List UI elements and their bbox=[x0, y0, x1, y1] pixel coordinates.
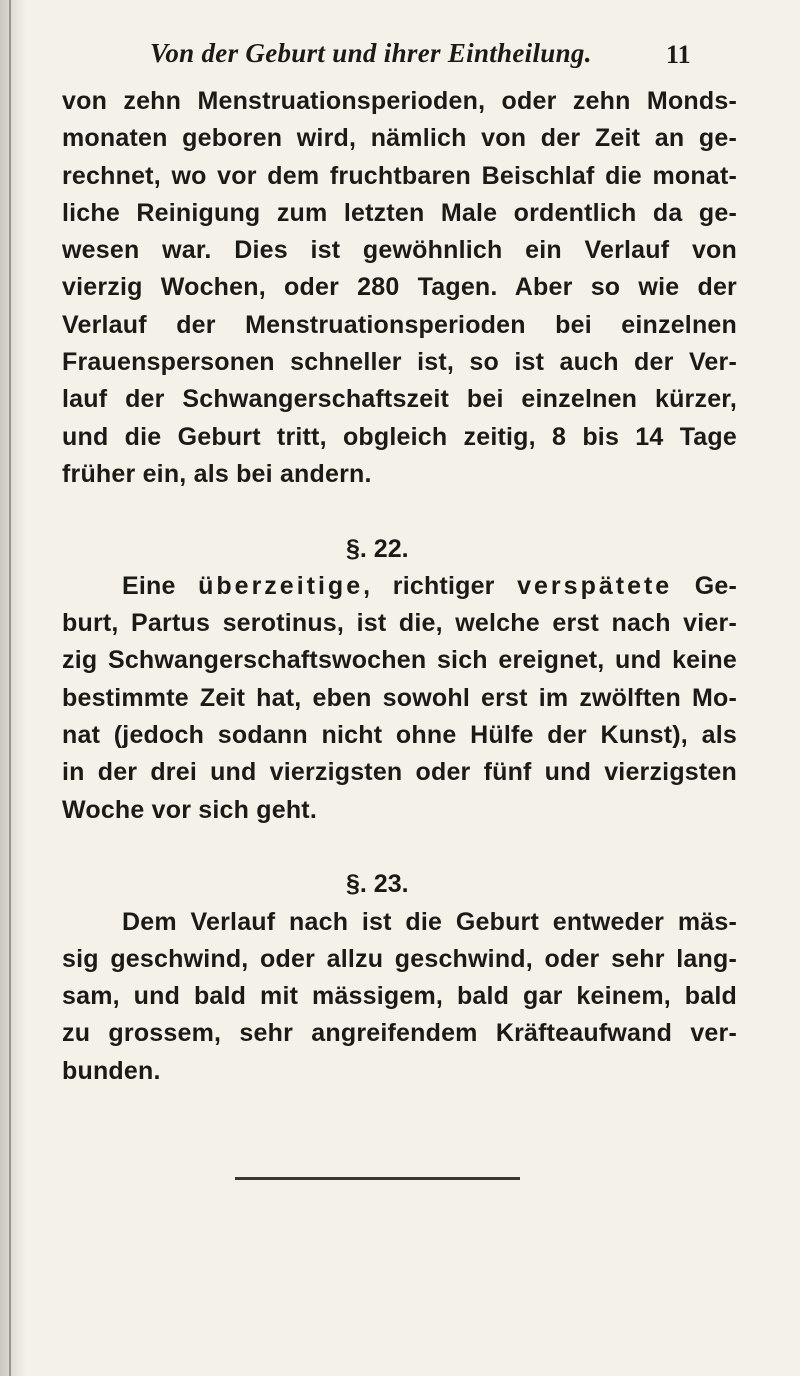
text-line: vierzig Wochen, oder 280 Tagen. Aber so wie der bbox=[62, 273, 737, 302]
text-line: monaten geboren wird, nämlich von der Zeit an ge- bbox=[62, 124, 737, 153]
text-line bbox=[62, 568, 737, 605]
text-line: Frauenspersonen schneller ist, so ist auch der Ver- bbox=[62, 348, 737, 377]
text-line: in der drei und vierzigsten oder fünf und vierzigsten bbox=[62, 758, 737, 787]
text-line: Verlauf der Menstruationsperioden bei einzelnen bbox=[62, 310, 737, 339]
text-fragment: Ge- bbox=[672, 571, 737, 600]
text-line: zig Schwangerschaftswochen sich ereignet, und keine bbox=[62, 646, 737, 675]
binding-shadow bbox=[0, 0, 26, 1376]
binding-edge-line bbox=[9, 0, 11, 1376]
text-line: bestimmte Zeit hat, eben sowohl erst im zwölften Mo- bbox=[62, 683, 737, 712]
text-line: von zehn Menstruationsperioden, oder zehn Monds- bbox=[62, 87, 737, 115]
text-fragment: , richtiger bbox=[363, 571, 518, 600]
text-block bbox=[62, 83, 737, 1090]
emphasis-term: verspätete bbox=[517, 571, 673, 600]
text-line: sig geschwind, oder allzu geschwind, oder sehr lang- bbox=[62, 944, 737, 973]
text-line: lauf der Schwangerschaftszeit bei einzelnen kürzer, bbox=[62, 385, 737, 414]
text-fragment: Eine bbox=[122, 571, 199, 600]
text-line: Dem Verlauf nach ist die Geburt entweder mäs- bbox=[122, 907, 737, 936]
running-title: Von der Geburt und ihrer Eintheilung. bbox=[150, 38, 592, 68]
text-line: rechnet, wo vor dem fruchtbaren Beischlaf die monat- bbox=[62, 161, 737, 190]
closing-rule bbox=[235, 1177, 520, 1180]
text-line: und die Geburt tritt, obgleich zeitig, 8 bis 14 Tage bbox=[62, 422, 737, 451]
text-line: nat (jedoch sodann nicht ohne Hülfe der Kunst), als bbox=[62, 721, 737, 750]
paragraph-gap bbox=[62, 829, 737, 866]
text-line: wesen war. Dies ist gewöhnlich ein Verlauf von bbox=[62, 236, 737, 265]
text-line: sam, und bald mit mässigem, bald gar keinem, bald bbox=[62, 982, 737, 1011]
text-line: zu grossem, sehr angreifendem Kräfteaufwand ver- bbox=[62, 1019, 737, 1048]
text-line: liche Reinigung zum letzten Male ordentlich da ge- bbox=[62, 198, 737, 227]
section-heading-23: §. 23. bbox=[346, 870, 409, 899]
emphasis-term: überzeitige bbox=[198, 571, 364, 600]
paragraph-gap bbox=[62, 493, 737, 530]
text-line: burt, Partus serotinus, ist die, welche erst nach vier- bbox=[62, 609, 737, 638]
section-heading-22: §. 22. bbox=[346, 534, 409, 563]
text-line: bunden. bbox=[62, 1056, 161, 1085]
text-line: früher ein, als bei andern. bbox=[62, 459, 372, 488]
text-line: Woche vor sich geht. bbox=[62, 795, 317, 824]
page-number: 11 bbox=[666, 40, 691, 69]
